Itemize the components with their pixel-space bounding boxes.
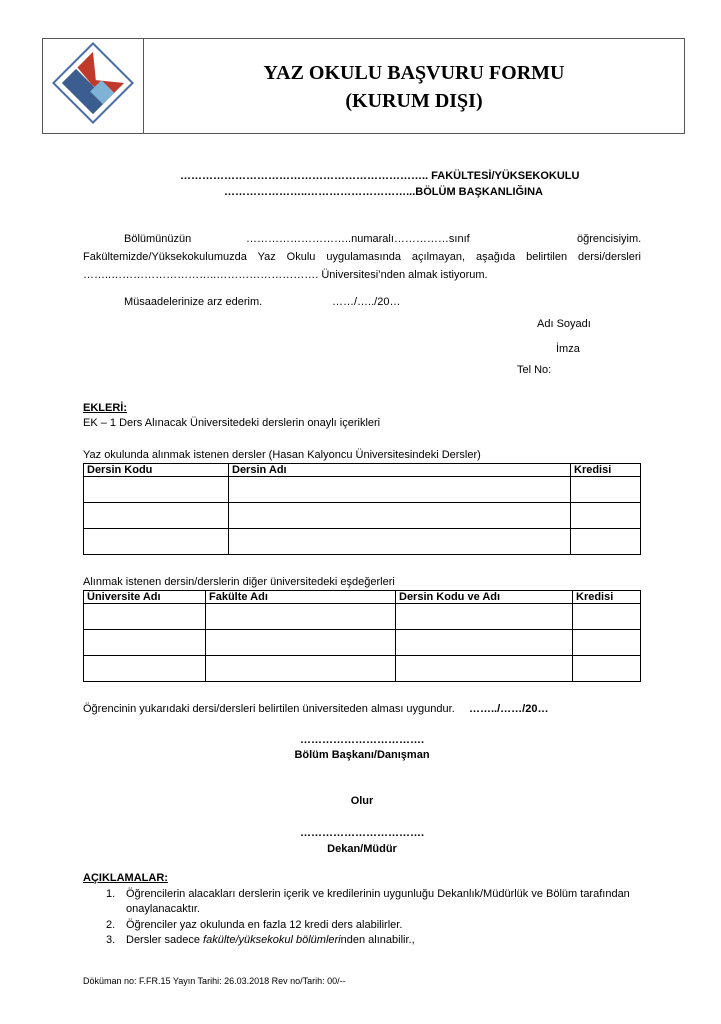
- body-p1-c: öğrencisiyim.: [577, 233, 642, 245]
- cell-course-name[interactable]: [229, 503, 571, 529]
- signature-sign: İmza: [556, 343, 580, 355]
- body-p3: ……..………………………..………………………. Üniversitesi’nden almak istiyorum.: [83, 269, 488, 281]
- body-p1-b: ………………………..numaralı……………sınıf: [246, 233, 470, 245]
- attachments-item-1: EK – 1 Ders Alınacak Üniversitedeki derslerin onaylı içerikleri: [83, 417, 381, 429]
- cell-credit[interactable]: [573, 630, 641, 656]
- body-p4-a: Müsaadelerinize arz ederim.: [124, 296, 263, 308]
- table-row: [84, 656, 641, 682]
- approval-olur: Olur: [350, 795, 374, 807]
- document-footer: Döküman no: F.FR.15 Yayın Tarihi: 26.03.2018 Rev no/Tarih: 00/--: [83, 976, 346, 986]
- notes-item-3-c: nden alınabilir.,: [340, 934, 415, 946]
- approval-statement: Öğrencinin yukarıdaki dersi/dersleri belirtilen üniversiteden alması uygundur.: [83, 703, 455, 715]
- notes-item-3-b: fakülte/yüksekokul bölümleri: [203, 934, 341, 946]
- approval-role-2: Dekan/Müdür: [327, 843, 397, 855]
- table2-caption: Alınmak istenen dersin/derslerin diğer üniversitedeki eşdeğerleri: [83, 576, 395, 588]
- notes-num-1: 1.: [106, 888, 116, 900]
- table-row: [84, 503, 641, 529]
- approval-dots-1: …………………………….: [299, 734, 425, 746]
- col-course-name: Dersin Adı: [229, 464, 571, 477]
- cell-university[interactable]: [84, 656, 206, 682]
- approval-dots-2: …………………………….: [299, 827, 425, 839]
- col-credit: Kredisi: [573, 591, 641, 604]
- cell-credit[interactable]: [571, 529, 641, 555]
- title-line-2: (KURUM DIŞI): [345, 90, 483, 112]
- cell-faculty[interactable]: [206, 604, 396, 630]
- notes-num-3: 3.: [106, 934, 116, 946]
- approval-role-1: Bölüm Başkanı/Danışman: [294, 749, 430, 761]
- courses-table-hku: [83, 463, 641, 555]
- courses-table-other: [83, 590, 641, 682]
- cell-faculty[interactable]: [206, 630, 396, 656]
- table-row: [84, 604, 641, 630]
- addressee-line-2: …………………..………………………...BÖLÜM BAŞKANLIĞINA: [224, 186, 543, 198]
- cell-faculty[interactable]: [206, 656, 396, 682]
- cell-course[interactable]: [396, 630, 573, 656]
- cell-course[interactable]: [396, 604, 573, 630]
- table-row: [84, 529, 641, 555]
- table-row: [84, 477, 641, 503]
- cell-credit[interactable]: [573, 604, 641, 630]
- cell-university[interactable]: [84, 604, 206, 630]
- notes-num-2: 2.: [106, 919, 116, 931]
- col-credit: Kredisi: [571, 464, 641, 477]
- signature-name: Adı Soyadı: [537, 318, 591, 330]
- cell-course[interactable]: [396, 656, 573, 682]
- table-header-row: [84, 591, 641, 604]
- col-faculty-name: Fakülte Adı: [206, 591, 396, 604]
- col-course-code: Dersin Kodu: [84, 464, 229, 477]
- attachments-heading: EKLERİ:: [83, 402, 127, 414]
- university-logo: [43, 39, 143, 133]
- body-p2: Fakültemizde/Yüksekokulumuzda Yaz Okulu uygulamasında açılmayan, aşağıda belirtilen dersi/dersleri: [83, 251, 641, 263]
- notes-item-1-line-1: Öğrencilerin alacakları derslerin içerik ve kredilerinin uygunluğu Dekanlık/Müdürlük ve Bölüm tarafından: [126, 888, 630, 900]
- form-header: [42, 38, 685, 134]
- notes-item-1-line-2: onaylanacaktır.: [126, 903, 200, 915]
- signature-phone: Tel No:: [517, 364, 552, 376]
- col-course-code-name: Dersin Kodu ve Adı: [396, 591, 573, 604]
- cell-course-code[interactable]: [84, 529, 229, 555]
- cell-course-name[interactable]: [229, 529, 571, 555]
- notes-item-3-a: Dersler sadece: [126, 934, 204, 946]
- notes-heading: AÇIKLAMALAR:: [83, 872, 168, 884]
- cell-credit[interactable]: [571, 503, 641, 529]
- notes-item-3: [126, 934, 415, 946]
- cell-credit[interactable]: [571, 477, 641, 503]
- logo-cell: [43, 39, 144, 133]
- body-p1-a: Bölümünüzün: [124, 233, 192, 245]
- table-header-row: [84, 464, 641, 477]
- cell-university[interactable]: [84, 630, 206, 656]
- form-title: [144, 39, 684, 133]
- approval-date: ……../……/20…: [469, 703, 549, 715]
- cell-course-code[interactable]: [84, 477, 229, 503]
- table1-caption: Yaz okulunda alınmak istenen dersler (Hasan Kalyoncu Üniversitesindeki Dersler): [83, 449, 481, 461]
- cell-course-name[interactable]: [229, 477, 571, 503]
- body-p4-date: ……/…../20…: [332, 296, 401, 308]
- col-university-name: Üniversite Adı: [84, 591, 206, 604]
- cell-course-code[interactable]: [84, 503, 229, 529]
- addressee-line-1: ………………………………………………………….. FAKÜLTESİ/YÜKSEKOKULU: [180, 170, 580, 182]
- cell-credit[interactable]: [573, 656, 641, 682]
- notes-item-2: Öğrenciler yaz okulunda en fazla 12 kredi ders alabilirler.: [126, 919, 403, 931]
- title-line-1: YAZ OKULU BAŞVURU FORMU: [263, 62, 565, 84]
- table-row: [84, 630, 641, 656]
